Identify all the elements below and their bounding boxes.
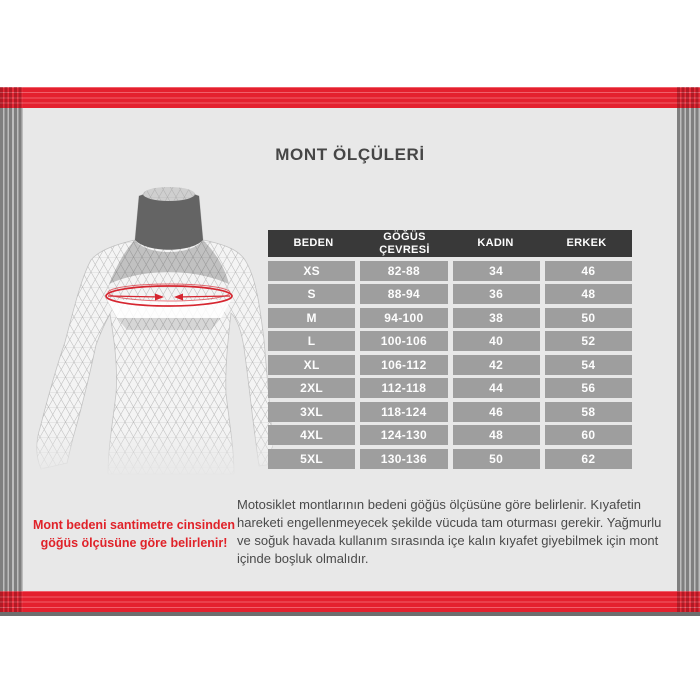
table-row (268, 449, 632, 469)
cell-beden: 4XL (268, 425, 355, 445)
cell-beden: M (268, 308, 355, 328)
top-red-stripe-band (0, 87, 700, 108)
col-header-beden: BEDEN (293, 237, 334, 250)
table-row (268, 261, 632, 281)
cell-erkek: 60 (545, 425, 632, 445)
stripe-crossing (677, 591, 700, 612)
measurement-note-line1: Mont bedeni santimetre cinsinden (32, 518, 236, 532)
cell-gogus-cevresi: 106-112 (360, 355, 447, 375)
table-row (268, 378, 632, 398)
stripe-crossing (0, 591, 23, 612)
cell-gogus-cevresi: 118-124 (360, 402, 447, 422)
cell-kadin: 40 (453, 331, 540, 351)
cell-kadin: 46 (453, 402, 540, 422)
cell-gogus-cevresi: 100-106 (360, 331, 447, 351)
cell-kadin: 48 (453, 425, 540, 445)
bottom-divider-line (0, 612, 700, 616)
cell-gogus-cevresi: 88-94 (360, 284, 447, 304)
cell-erkek: 54 (545, 355, 632, 375)
cell-kadin: 42 (453, 355, 540, 375)
cell-erkek: 50 (545, 308, 632, 328)
measurement-note-line2: göğüs ölçüsüne göre belirlenir! (40, 536, 228, 551)
cell-erkek: 62 (545, 449, 632, 469)
cell-erkek: 46 (545, 261, 632, 281)
size-table (268, 230, 632, 469)
cell-erkek: 56 (545, 378, 632, 398)
cell-erkek: 58 (545, 402, 632, 422)
page-title: MONT ÖLÇÜLERİ (275, 145, 425, 164)
cell-gogus-cevresi: 124-130 (360, 425, 447, 445)
table-row (268, 331, 632, 351)
cell-beden: L (268, 331, 355, 351)
cell-beden: S (268, 284, 355, 304)
cell-beden: 5XL (268, 449, 355, 469)
cell-kadin: 50 (453, 449, 540, 469)
table-row (268, 284, 632, 304)
col-header-erkek: ERKEK (566, 237, 607, 250)
cell-erkek: 52 (545, 331, 632, 351)
stripe-crossing (677, 87, 700, 108)
cell-gogus-cevresi: 94-100 (360, 308, 447, 328)
right-gray-stripe-band (677, 108, 700, 591)
cell-gogus-cevresi: 82-88 (360, 261, 447, 281)
left-gray-stripe-band (0, 108, 23, 591)
cell-erkek: 48 (545, 284, 632, 304)
table-row (268, 355, 632, 375)
cell-kadin: 34 (453, 261, 540, 281)
description-paragraph: Motosiklet montlarının bedeni göğüs ölçüsüne göre belirlenir. Kıyafetin hareketi engellenmeyecek şekilde vücuda tam oturması gerekir. Yağmurlu ve soğuk havada kullanım sırasında içe kalın kıyafet giyebilmek için mont içinde boşluk olmalıdır. (237, 497, 662, 566)
cell-beden: XS (268, 261, 355, 281)
table-row (268, 425, 632, 445)
size-table-body (268, 261, 632, 469)
cell-gogus-cevresi: 112-118 (360, 378, 447, 398)
cell-kadin: 36 (453, 284, 540, 304)
col-header-kadin: KADIN (477, 237, 514, 250)
bottom-red-stripe-band (0, 591, 700, 612)
cell-kadin: 38 (453, 308, 540, 328)
size-table-header (268, 230, 632, 257)
cell-beden: 3XL (268, 402, 355, 422)
wireframe-torso-figure (23, 182, 273, 482)
neck-top-mesh (143, 187, 195, 201)
cell-kadin: 44 (453, 378, 540, 398)
content-panel (23, 108, 677, 591)
col-header-gogus-cevresi: GÖĞÜS ÇEVRESİ (379, 231, 430, 256)
cell-beden: 2XL (268, 378, 355, 398)
cell-gogus-cevresi: 130-136 (360, 449, 447, 469)
stripe-crossing (0, 87, 23, 108)
table-row (268, 308, 632, 328)
chest-shadow (117, 318, 221, 330)
table-row (268, 402, 632, 422)
measurement-note (28, 516, 240, 552)
cell-beden: XL (268, 355, 355, 375)
figure-fade (23, 428, 273, 482)
